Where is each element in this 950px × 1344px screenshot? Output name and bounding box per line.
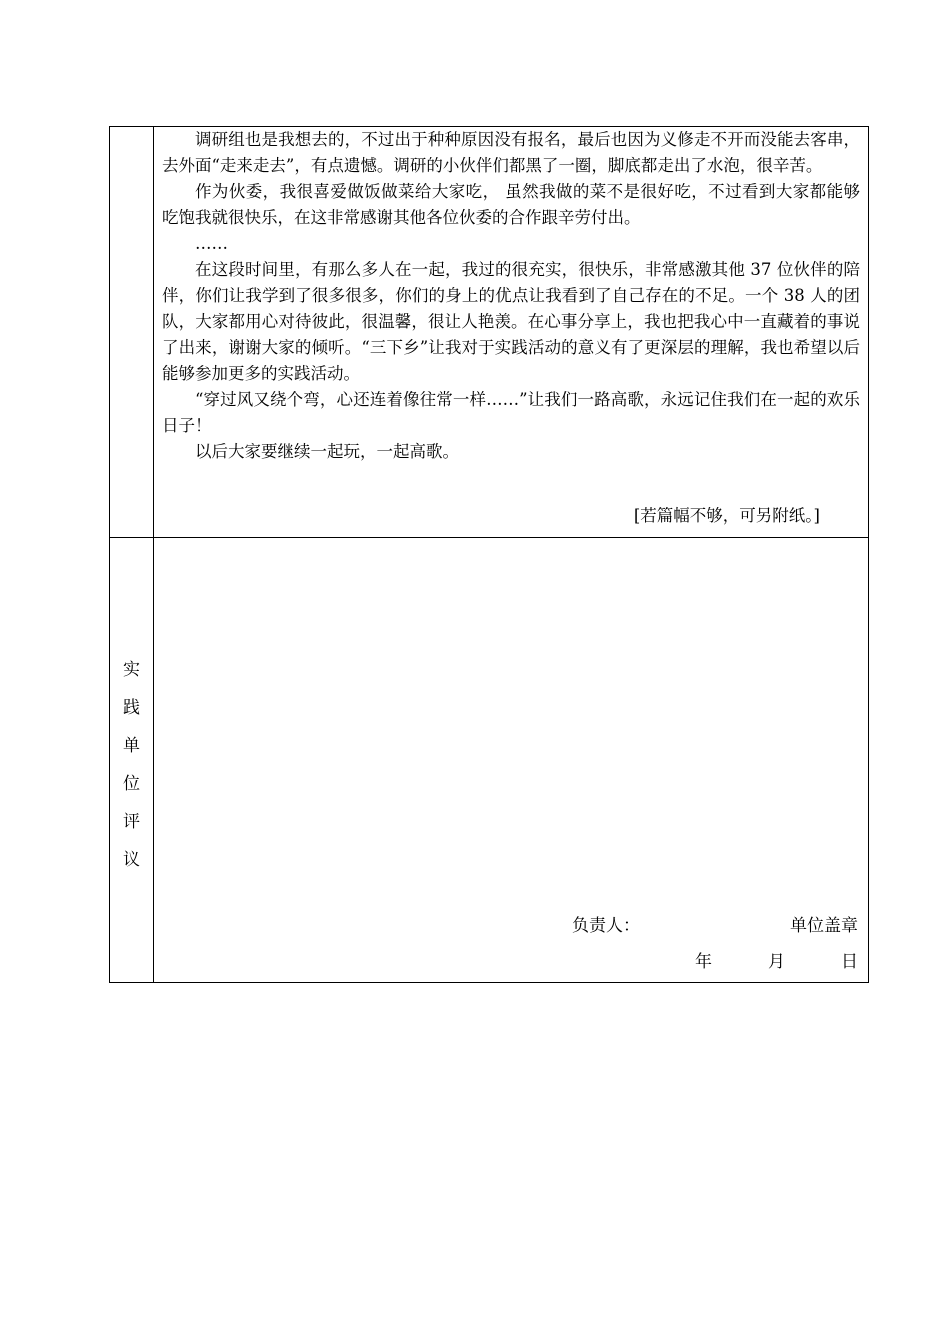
paragraph: 在这段时间里，有那么多人在一起，我过的很充实，很快乐，非常感激其他 37 位伙伴的陪伴，你们让我学到了很多很多，你们的身上的优点让我看到了自己存在的不足。一个 38 人的团队，大家都用心对待彼此，很温馨，很让人艳羡。在心事分享上，我也把我心中一直藏着的事说了出来，谢谢大家的倾听。“三下乡”让我对于实践活动的意义有了更深层的理解，我也希望以后能够参加更多的实践活动。: [162, 260, 860, 383]
evaluation-label: [110, 651, 153, 879]
label-char: 位: [123, 774, 140, 794]
form-table: [109, 126, 869, 983]
column-divider: [153, 127, 154, 982]
attachment-note: [若篇幅不够，可另附纸。]: [633, 506, 820, 525]
paragraph: 作为伙委，我很喜爱做饭做菜给大家吃， 虽然我做的菜不是很好吃，不过看到大家都能够吃饱我就很快乐，在这非常感谢其他各位伙委的合作跟辛劳付出。: [162, 182, 860, 227]
year-label: 年: [695, 952, 712, 972]
unit-seal-label: 单位盖章: [790, 916, 858, 936]
month-label: 月: [768, 952, 785, 972]
row-divider: [110, 537, 868, 538]
day-label: 日: [841, 952, 858, 972]
label-char: 践: [123, 698, 140, 718]
report-text: [162, 127, 860, 465]
paragraph: 以后大家要继续一起玩，一起高歌。: [195, 442, 459, 461]
responsible-person-label: 负责人：: [572, 916, 640, 936]
paragraph: “穿过风又绕个弯，心还连着像往常一样……”让我们一路高歌，永远记住我们在一起的欢乐日子！: [162, 390, 860, 435]
date-line: [695, 949, 858, 975]
label-char: 单: [123, 736, 140, 756]
label-char: 实: [123, 660, 140, 680]
paragraph: ……: [195, 234, 228, 253]
label-char: 议: [123, 850, 140, 870]
paragraph: 调研组也是我想去的，不过出于种种原因没有报名，最后也因为义修走不开而没能去客串，去外面“走来走去”，有点遗憾。调研的小伙伴们都黑了一圈，脚底都走出了水泡，很辛苦。: [162, 130, 860, 175]
label-char: 评: [123, 812, 140, 832]
signature-line: [572, 913, 858, 939]
